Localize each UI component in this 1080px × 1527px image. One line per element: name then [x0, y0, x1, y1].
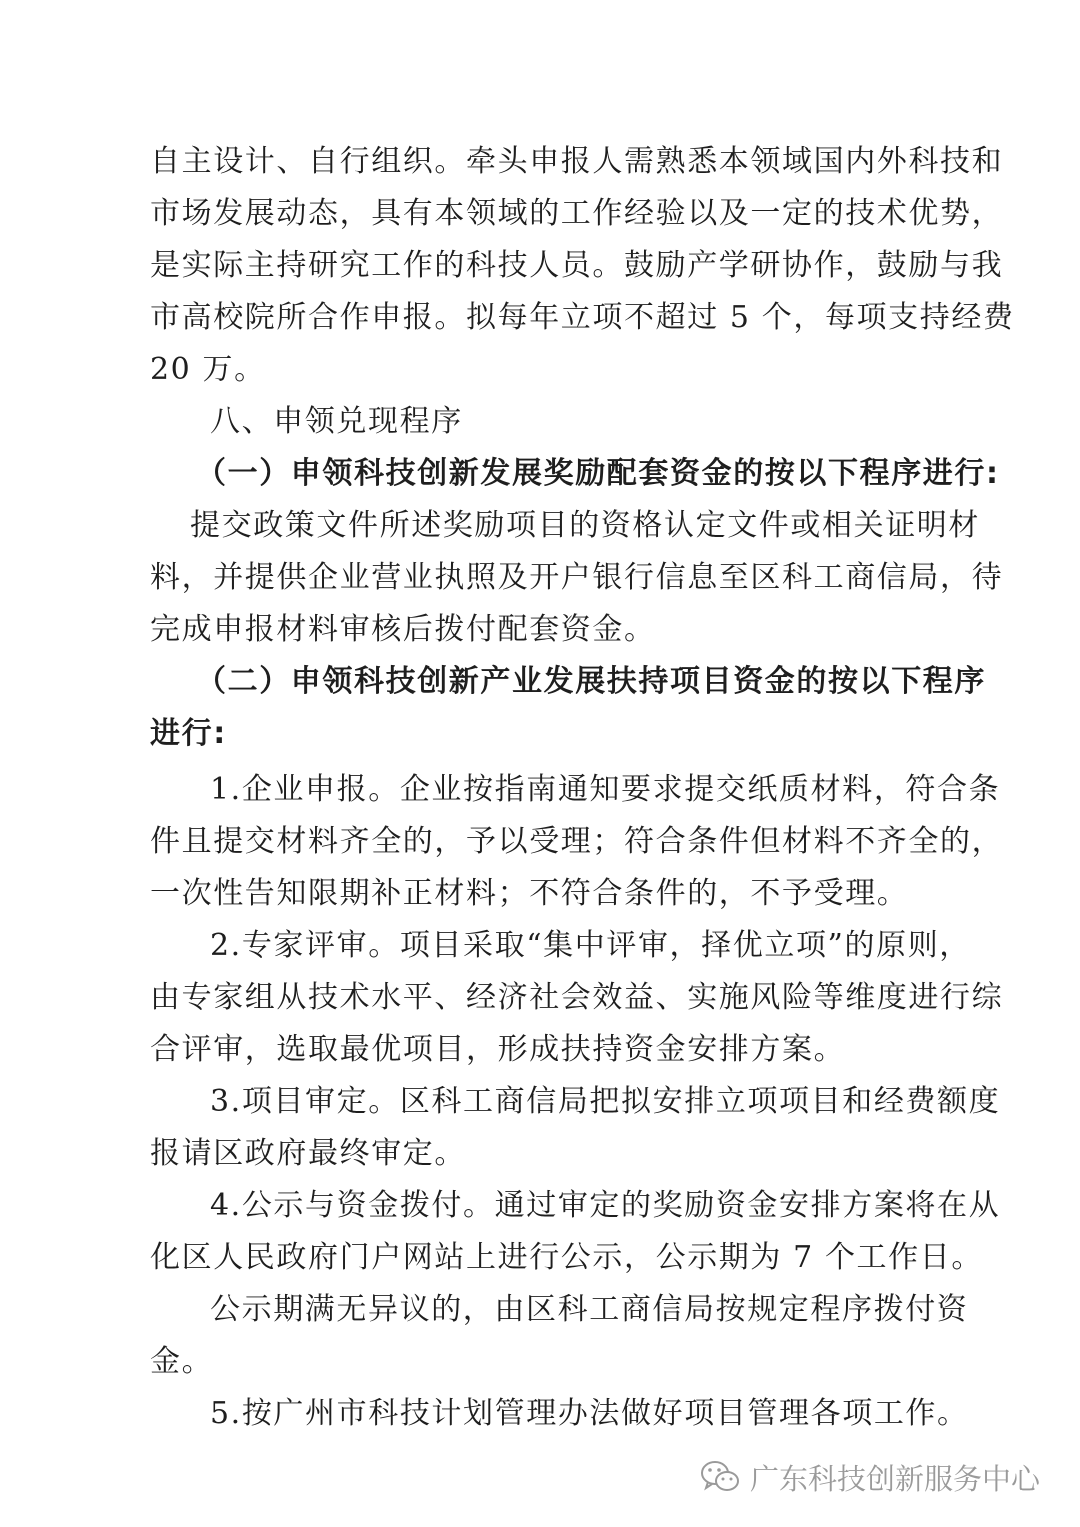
- paragraph-line: 是实际主持研究工作的科技人员。鼓励产学研协作，鼓励与我: [150, 248, 1004, 283]
- paragraph-line: 化区人民政府门户网站上进行公示，公示期为 7 个工作日。: [150, 1240, 983, 1275]
- paragraph-line: 提交政策文件所述奖励项目的资格认定文件或相关证明材: [190, 508, 980, 543]
- section-heading: 八、申领兑现程序: [210, 404, 463, 439]
- paragraph-line: 4.公示与资金拨付。通过审定的奖励资金安排方案将在从: [210, 1188, 1001, 1223]
- paragraph-line: 自主设计、自行组织。牵头申报人需熟悉本领域国内外科技和: [150, 144, 1004, 179]
- subsection-heading: （一）申领科技创新发展奖励配套资金的按以下程序进行:: [196, 456, 1000, 491]
- wechat-icon: [700, 1459, 740, 1495]
- paragraph-line: 市场发展动态，具有本领域的工作经验以及一定的技术优势，: [150, 196, 1004, 231]
- subsection-heading: （二）申领科技创新产业发展扶持项目资金的按以下程序: [196, 664, 986, 699]
- watermark: [700, 1455, 1040, 1499]
- paragraph-line: 料，并提供企业营业执照及开户银行信息至区科工商信局，待: [150, 560, 1004, 595]
- paragraph-line: 完成申报材料审核后拨付配套资金。: [150, 612, 656, 647]
- paragraph-line: 1.企业申报。企业按指南通知要求提交纸质材料，符合条: [210, 772, 1001, 807]
- paragraph-line: 20 万。: [150, 352, 266, 387]
- paragraph-line: 由专家组从技术水平、经济社会效益、实施风险等维度进行综: [150, 980, 1004, 1015]
- paragraph-line: 5.按广州市科技计划管理办法做好项目管理各项工作。: [210, 1396, 969, 1431]
- paragraph-line: 公示期满无异议的，由区科工商信局按规定程序拨付资: [210, 1292, 969, 1327]
- paragraph-line: 报请区政府最终审定。: [150, 1136, 466, 1171]
- paragraph-line: 金。: [150, 1344, 214, 1379]
- subsection-heading: 进行:: [150, 716, 227, 751]
- paragraph-line: 3.项目审定。区科工商信局把拟安排立项项目和经费额度: [210, 1084, 1001, 1119]
- watermark-text: 广东科技创新服务中心: [749, 1461, 1040, 1496]
- paragraph-line: 市高校院所合作申报。拟每年立项不超过 5 个，每项支持经费: [150, 300, 1015, 335]
- paragraph-line: 2.专家评审。项目采取“集中评审，择优立项”的原则，: [210, 928, 971, 963]
- paragraph-line: 合评审，选取最优项目，形成扶持资金安排方案。: [150, 1032, 846, 1067]
- paragraph-line: 一次性告知限期补正材料；不符合条件的，不予受理。: [150, 876, 909, 911]
- paragraph-line: 件且提交材料齐全的，予以受理；符合条件但材料不齐全的，: [150, 824, 1004, 859]
